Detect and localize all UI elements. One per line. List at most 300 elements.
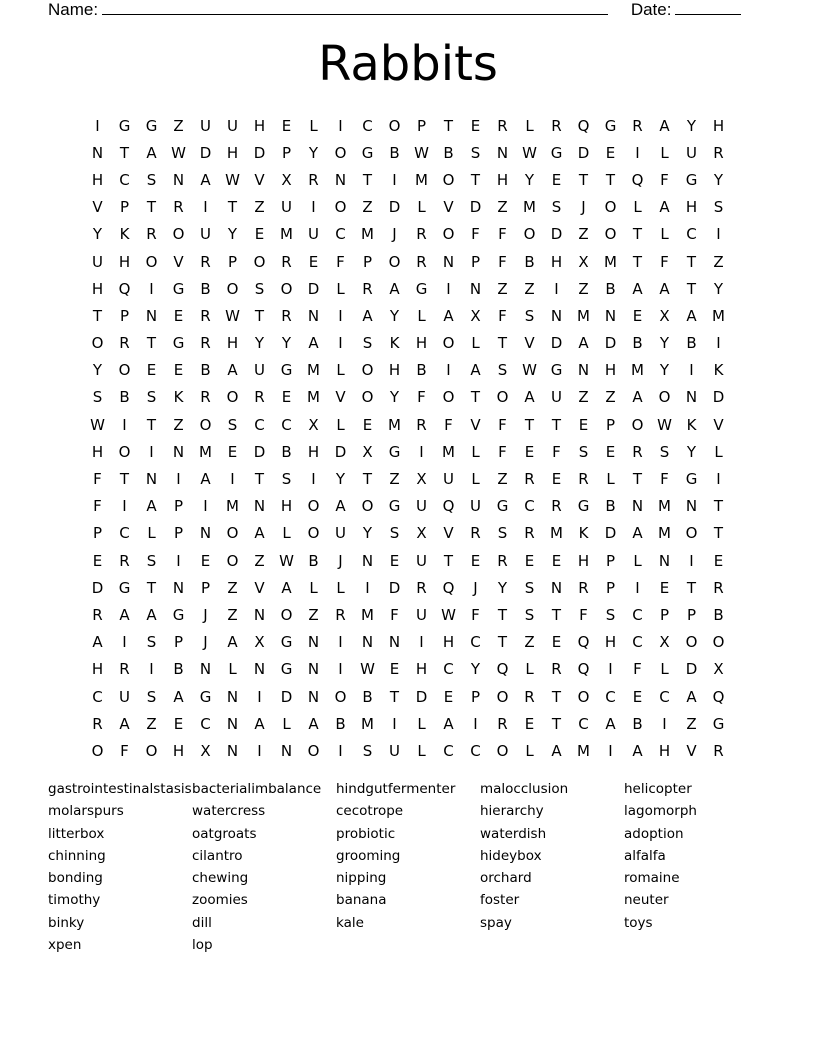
grid-letter: E <box>524 442 535 461</box>
grid-letter: O <box>361 388 374 407</box>
grid-letter: I <box>446 279 451 298</box>
word-list-item: hierarchy <box>480 803 544 820</box>
grid-letter: A <box>632 388 643 407</box>
grid-letter: T <box>443 116 454 135</box>
grid-letter: N <box>550 578 563 597</box>
grid-letter: O <box>91 334 104 353</box>
grid-letter: K <box>389 334 400 353</box>
grid-letter: T <box>443 551 454 570</box>
grid-letter: G <box>280 660 293 679</box>
grid-letter: V <box>173 252 184 271</box>
grid-letter: G <box>172 605 185 624</box>
grid-letter: Y <box>92 361 103 380</box>
grid-letter: B <box>524 252 535 271</box>
grid-letter: G <box>145 116 158 135</box>
grid-letter: N <box>172 170 185 189</box>
grid-letter: P <box>686 605 697 624</box>
grid-letter: S <box>713 198 724 217</box>
grid-letter: A <box>686 306 697 325</box>
grid-letter: F <box>660 170 669 189</box>
word-list-item: lop <box>192 937 213 954</box>
grid-letter: C <box>362 116 373 135</box>
grid-letter: I <box>392 714 397 733</box>
grid-letter: H <box>253 116 266 135</box>
grid-letter: R <box>92 605 103 624</box>
grid-letter: D <box>550 225 563 244</box>
grid-letter: N <box>226 741 239 760</box>
grid-letter: B <box>173 660 184 679</box>
grid-letter: M <box>361 605 374 624</box>
grid-letter: I <box>446 361 451 380</box>
grid-letter: F <box>552 442 561 461</box>
grid-letter: T <box>551 415 562 434</box>
grid-letter: E <box>200 551 211 570</box>
grid-letter: H <box>226 334 239 353</box>
grid-letter: X <box>416 470 427 489</box>
grid-row <box>84 166 732 193</box>
grid-letter: R <box>173 198 184 217</box>
word-bank <box>48 778 788 956</box>
grid-letter: H <box>415 334 428 353</box>
grid-letter: O <box>685 524 698 543</box>
grid-letter: N <box>631 497 644 516</box>
grid-letter: I <box>689 551 694 570</box>
grid-row <box>84 574 732 601</box>
grid-letter: A <box>173 687 184 706</box>
grid-letter: C <box>119 170 130 189</box>
grid-letter: J <box>203 633 208 652</box>
grid-letter: L <box>417 714 426 733</box>
grid-letter: X <box>659 633 670 652</box>
grid-letter: V <box>443 524 454 543</box>
grid-letter: N <box>199 660 212 679</box>
word-list-item: nipping <box>336 870 387 887</box>
grid-letter: G <box>118 578 131 597</box>
grid-letter: Y <box>227 225 238 244</box>
grid-letter: R <box>524 524 535 543</box>
grid-letter: M <box>658 497 671 516</box>
grid-letter: I <box>338 306 343 325</box>
grid-letter: F <box>336 252 345 271</box>
grid-letter: R <box>254 388 265 407</box>
grid-letter: W <box>522 143 537 162</box>
grid-letter: A <box>524 388 535 407</box>
grid-letter: X <box>713 660 724 679</box>
grid-letter: R <box>551 660 562 679</box>
grid-letter: M <box>280 225 293 244</box>
grid-letter: C <box>92 687 103 706</box>
grid-letter: T <box>146 578 157 597</box>
grid-letter: S <box>578 442 589 461</box>
grid-letter: E <box>551 551 562 570</box>
grid-letter: L <box>282 524 291 543</box>
grid-letter: W <box>441 605 456 624</box>
grid-letter: N <box>253 497 266 516</box>
grid-letter: C <box>578 714 589 733</box>
grid-letter: O <box>226 388 239 407</box>
grid-letter: C <box>470 741 481 760</box>
grid-letter: N <box>550 306 563 325</box>
grid-letter: A <box>200 170 211 189</box>
grid-letter: S <box>227 415 238 434</box>
grid-letter: L <box>660 225 669 244</box>
grid-letter: N <box>91 143 104 162</box>
grid-letter: Y <box>713 279 724 298</box>
grid-letter: O <box>442 225 455 244</box>
grid-letter: E <box>551 470 562 489</box>
grid-letter: I <box>149 279 154 298</box>
grid-letter: I <box>122 633 127 652</box>
grid-letter: Y <box>254 334 265 353</box>
grid-letter: O <box>226 551 239 570</box>
grid-letter: A <box>578 334 589 353</box>
grid-letter: Y <box>659 361 670 380</box>
grid-letter: L <box>660 143 669 162</box>
grid-letter: B <box>200 279 211 298</box>
grid-letter: P <box>119 306 130 325</box>
grid-letter: P <box>470 252 481 271</box>
grid-letter: H <box>91 279 104 298</box>
grid-letter: O <box>226 279 239 298</box>
grid-letter: B <box>713 605 724 624</box>
grid-letter: S <box>362 334 373 353</box>
name-field-line <box>102 0 608 15</box>
word-list-item: romaine <box>624 870 680 887</box>
grid-letter: D <box>307 279 320 298</box>
word-list-item: chewing <box>192 870 249 887</box>
grid-letter: R <box>632 442 643 461</box>
name-label: Name: <box>48 0 99 19</box>
grid-letter: F <box>498 225 507 244</box>
grid-letter: F <box>93 497 102 516</box>
grid-letter: N <box>253 660 266 679</box>
grid-letter: A <box>632 524 643 543</box>
grid-letter: G <box>496 497 509 516</box>
grid-letter: H <box>280 497 293 516</box>
grid-letter: A <box>335 497 346 516</box>
grid-letter: T <box>362 170 373 189</box>
grid-letter: L <box>525 660 534 679</box>
grid-letter: Y <box>686 442 697 461</box>
grid-letter: M <box>199 442 212 461</box>
grid-letter: A <box>389 279 400 298</box>
grid-letter: T <box>632 470 643 489</box>
grid-letter: N <box>199 524 212 543</box>
word-list-item: banana <box>336 892 387 909</box>
grid-letter: G <box>199 687 212 706</box>
grid-letter: X <box>200 741 211 760</box>
grid-letter: I <box>473 714 478 733</box>
grid-letter: R <box>200 334 211 353</box>
grid-letter: D <box>199 143 212 162</box>
grid-letter: R <box>362 279 373 298</box>
grid-row <box>84 330 732 357</box>
grid-letter: O <box>307 497 320 516</box>
grid-row <box>84 139 732 166</box>
grid-letter: I <box>122 497 127 516</box>
grid-letter: C <box>200 714 211 733</box>
grid-letter: G <box>550 361 563 380</box>
grid-letter: I <box>716 225 721 244</box>
grid-letter: G <box>172 334 185 353</box>
grid-letter: O <box>280 279 293 298</box>
grid-letter: R <box>713 143 724 162</box>
grid-letter: N <box>253 605 266 624</box>
grid-letter: B <box>632 334 643 353</box>
grid-letter: N <box>172 442 185 461</box>
word-column <box>192 778 336 956</box>
grid-letter: B <box>605 497 616 516</box>
word-list-item: timothy <box>48 892 101 909</box>
grid-letter: O <box>145 252 158 271</box>
grid-letter: T <box>497 633 508 652</box>
grid-letter: G <box>712 714 725 733</box>
grid-letter: I <box>662 714 667 733</box>
grid-letter: C <box>443 660 454 679</box>
grid-letter: H <box>172 741 185 760</box>
grid-letter: T <box>146 415 157 434</box>
grid-letter: F <box>498 442 507 461</box>
word-list-item: cilantro <box>192 847 243 864</box>
grid-letter: X <box>659 306 670 325</box>
grid-letter: G <box>685 470 698 489</box>
word-list-item: xpen <box>48 937 82 954</box>
grid-letter: B <box>119 388 130 407</box>
grid-letter: L <box>471 442 480 461</box>
grid-letter: I <box>149 442 154 461</box>
grid-letter: J <box>473 578 478 597</box>
grid-letter: S <box>524 605 535 624</box>
grid-letter: A <box>362 306 373 325</box>
word-list-item: hindgutfermenter <box>336 781 456 797</box>
grid-letter: I <box>338 741 343 760</box>
grid-letter: P <box>362 252 373 271</box>
grid-letter: F <box>498 415 507 434</box>
grid-letter: X <box>362 442 373 461</box>
grid-letter: G <box>415 279 428 298</box>
grid-letter: A <box>308 334 319 353</box>
grid-letter: Q <box>631 170 644 189</box>
grid-letter: S <box>551 198 562 217</box>
word-list-item: hideybox <box>480 847 542 864</box>
grid-letter: C <box>281 415 292 434</box>
grid-letter: O <box>442 388 455 407</box>
grid-letter: W <box>225 170 240 189</box>
grid-letter: L <box>309 116 318 135</box>
grid-letter: Y <box>659 334 670 353</box>
word-list-item: helicopter <box>624 781 692 797</box>
grid-letter: M <box>361 225 374 244</box>
grid-letter: W <box>657 415 672 434</box>
grid-letter: C <box>632 633 643 652</box>
grid-letter: K <box>578 524 589 543</box>
grid-letter: Z <box>578 279 589 298</box>
grid-letter: T <box>254 470 265 489</box>
grid-letter: V <box>713 415 724 434</box>
grid-letter: L <box>417 741 426 760</box>
grid-letter: H <box>604 361 617 380</box>
grid-letter: E <box>713 551 724 570</box>
word-search-grid <box>84 112 732 765</box>
grid-letter: W <box>360 660 375 679</box>
grid-letter: M <box>604 252 617 271</box>
grid-letter: R <box>308 170 319 189</box>
grid-row <box>84 411 732 438</box>
grid-letter: Q <box>577 633 590 652</box>
grid-letter: U <box>443 470 454 489</box>
grid-letter: L <box>336 279 345 298</box>
word-list-item: litterbox <box>48 825 105 842</box>
word-list-item: alfalfa <box>624 847 666 864</box>
grid-letter: I <box>338 660 343 679</box>
word-list-item: grooming <box>336 847 401 864</box>
grid-letter: T <box>524 415 535 434</box>
grid-letter: U <box>200 116 211 135</box>
grid-letter: G <box>388 497 401 516</box>
grid-letter: V <box>686 741 697 760</box>
grid-letter: D <box>334 442 347 461</box>
grid-letter: I <box>257 687 262 706</box>
grid-letter: N <box>388 633 401 652</box>
grid-letter: I <box>419 633 424 652</box>
grid-letter: E <box>389 551 400 570</box>
grid-letter: I <box>257 741 262 760</box>
grid-row <box>84 601 732 628</box>
grid-letter: Q <box>118 279 131 298</box>
grid-letter: A <box>605 714 616 733</box>
grid-letter: U <box>416 551 427 570</box>
grid-letter: T <box>92 306 103 325</box>
grid-row <box>84 112 732 139</box>
grid-letter: O <box>307 741 320 760</box>
grid-letter: E <box>281 116 292 135</box>
grid-letter: I <box>608 741 613 760</box>
grid-letter: O <box>388 116 401 135</box>
grid-letter: L <box>228 660 237 679</box>
grid-letter: I <box>311 198 316 217</box>
grid-letter: D <box>388 198 401 217</box>
grid-letter: T <box>551 605 562 624</box>
grid-letter: H <box>496 170 509 189</box>
grid-letter: H <box>685 198 698 217</box>
grid-letter: Y <box>389 306 400 325</box>
grid-letter: K <box>173 388 184 407</box>
grid-letter: M <box>523 198 536 217</box>
grid-letter: S <box>497 361 508 380</box>
grid-letter: T <box>551 687 562 706</box>
grid-letter: T <box>686 578 697 597</box>
grid-letter: T <box>119 470 130 489</box>
grid-letter: Z <box>173 116 184 135</box>
word-list-item: zoomies <box>192 892 248 909</box>
grid-letter: Z <box>713 252 724 271</box>
grid-letter: T <box>119 143 130 162</box>
grid-letter: L <box>336 415 345 434</box>
grid-letter: D <box>604 524 617 543</box>
grid-letter: P <box>281 143 292 162</box>
grid-letter: O <box>523 225 536 244</box>
grid-letter: Z <box>227 605 238 624</box>
grid-letter: A <box>227 633 238 652</box>
grid-letter: Y <box>524 170 535 189</box>
grid-letter: F <box>471 225 480 244</box>
grid-letter: I <box>149 660 154 679</box>
grid-letter: I <box>230 470 235 489</box>
grid-letter: E <box>173 714 184 733</box>
grid-letter: B <box>443 143 454 162</box>
grid-row <box>84 465 732 492</box>
grid-letter: T <box>227 198 238 217</box>
grid-letter: Z <box>497 279 508 298</box>
grid-letter: E <box>443 687 454 706</box>
grid-letter: P <box>173 497 184 516</box>
grid-letter: X <box>578 252 589 271</box>
grid-letter: P <box>227 252 238 271</box>
grid-letter: U <box>200 225 211 244</box>
grid-letter: M <box>550 524 563 543</box>
grid-letter: H <box>550 252 563 271</box>
grid-letter: J <box>392 225 397 244</box>
grid-letter: U <box>308 225 319 244</box>
grid-letter: O <box>712 633 725 652</box>
grid-letter: A <box>443 306 454 325</box>
grid-letter: T <box>146 334 157 353</box>
grid-letter: U <box>227 116 238 135</box>
grid-letter: R <box>578 470 589 489</box>
word-list-item: bacterialimbalance <box>192 781 322 797</box>
grid-letter: Z <box>227 578 238 597</box>
grid-letter: O <box>658 388 671 407</box>
word-list-item: toys <box>624 914 653 931</box>
grid-row <box>84 629 732 656</box>
grid-letter: G <box>388 442 401 461</box>
grid-letter: Z <box>308 605 319 624</box>
word-list-item: lagomorph <box>624 803 697 820</box>
grid-letter: O <box>253 252 266 271</box>
grid-letter: L <box>471 470 480 489</box>
grid-letter: Z <box>362 198 373 217</box>
grid-letter: F <box>660 470 669 489</box>
grid-letter: E <box>632 306 643 325</box>
grid-row <box>84 683 732 710</box>
grid-letter: L <box>336 578 345 597</box>
grid-letter: N <box>226 687 239 706</box>
grid-letter: S <box>362 741 373 760</box>
grid-letter: P <box>605 551 616 570</box>
grid-letter: Y <box>362 524 373 543</box>
grid-letter: Z <box>524 279 535 298</box>
grid-letter: O <box>172 225 185 244</box>
grid-letter: U <box>416 605 427 624</box>
word-list-item: neuter <box>624 892 669 909</box>
grid-letter: K <box>119 225 130 244</box>
grid-letter: L <box>282 714 291 733</box>
grid-letter: O <box>118 442 131 461</box>
grid-letter: N <box>496 143 509 162</box>
grid-letter: M <box>658 524 671 543</box>
word-list-item: spay <box>480 914 512 931</box>
grid-letter: F <box>390 605 399 624</box>
grid-letter: D <box>253 143 266 162</box>
grid-letter: F <box>633 660 642 679</box>
grid-row <box>84 384 732 411</box>
grid-letter: D <box>280 687 293 706</box>
grid-letter: Z <box>605 388 616 407</box>
grid-letter: C <box>686 225 697 244</box>
grid-letter: M <box>577 306 590 325</box>
grid-letter: I <box>338 116 343 135</box>
grid-letter: P <box>416 116 427 135</box>
